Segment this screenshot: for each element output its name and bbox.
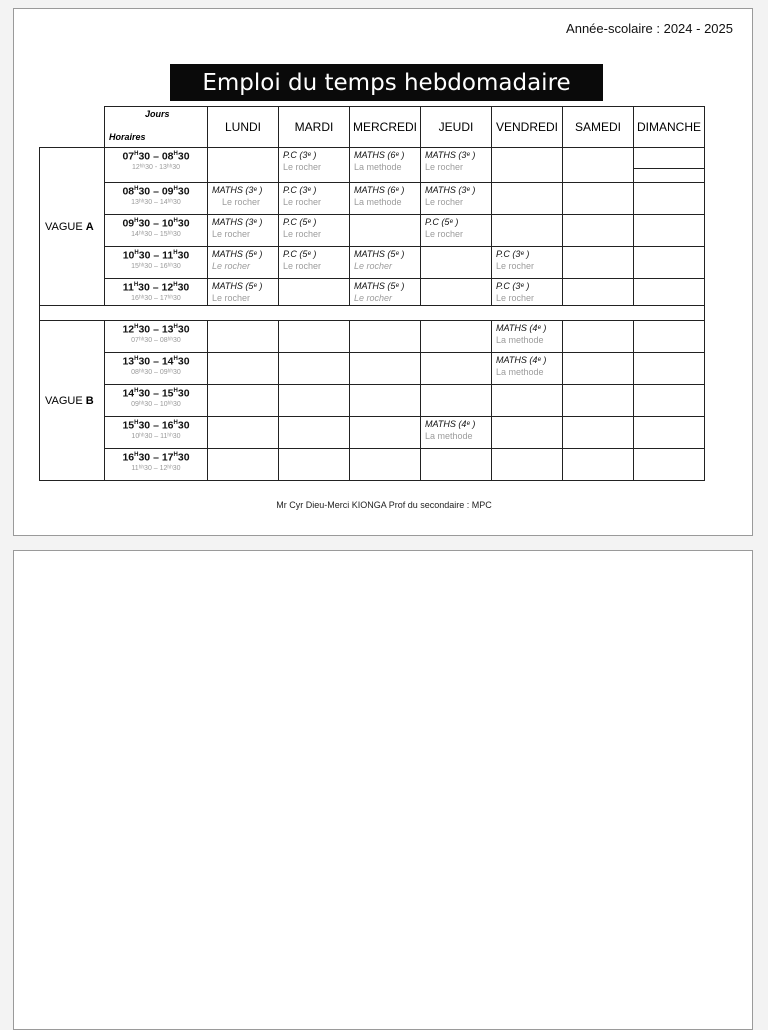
course-name: P.C (3ᵉ ) [496, 249, 530, 259]
room-name: Le rocher [212, 261, 251, 271]
room-name: La methode [354, 162, 402, 172]
start-hour: 12 [122, 323, 135, 336]
timetable-cell [208, 353, 279, 385]
start-minute: 30 [138, 281, 150, 294]
time-slot-main: $07^H30 - 08^H30$ [122, 150, 190, 163]
timetable-cell [634, 321, 705, 353]
timetable-cell [421, 247, 492, 279]
timetable-cell [563, 183, 634, 215]
course-name: P.C (3ᵉ ) [283, 185, 317, 195]
start-hour: 16 [122, 451, 135, 464]
room-name: La methode [496, 367, 544, 377]
end-minute: 30 [177, 451, 190, 464]
course-name: P.C (5ᵉ ) [283, 249, 317, 259]
time-slot [105, 385, 208, 417]
end-hour: 12 [161, 281, 174, 294]
header-row [40, 107, 705, 148]
day-header: VENDREDI [492, 107, 563, 148]
vague-letter: B [85, 394, 94, 407]
start-hour: 11 [122, 281, 134, 294]
timetable-cell [492, 353, 563, 385]
end-hour: 10 [161, 217, 174, 230]
course-name: MATHS (3ᵉ ) [212, 185, 263, 195]
start-minute: 30 [138, 249, 151, 262]
timetable-cell [634, 385, 705, 417]
course-name: MATHS (4ᵉ ) [496, 323, 547, 333]
hour-mark: H [173, 452, 178, 458]
start-hour: 07 [122, 150, 135, 163]
end-minute: 30 [177, 323, 190, 336]
timetable-cell [421, 353, 492, 385]
vague-a-label [40, 148, 105, 306]
time-slot-alt: 13ʰʰ30 – 14ʰʰ30 [131, 198, 181, 206]
table-row [40, 353, 705, 385]
timetable-cell [563, 417, 634, 449]
start-minute: 30 [138, 355, 151, 368]
time-slot-main: $13^H30 - 14^H30$ [122, 355, 190, 368]
room-name: Le rocher [496, 293, 535, 303]
timetable-cell [421, 321, 492, 353]
hour-mark: H [134, 186, 139, 192]
timetable-cell [350, 385, 421, 417]
timetable-cell [208, 321, 279, 353]
table-row [40, 279, 705, 306]
timetable-cell [492, 148, 563, 183]
day-header: LUNDI [208, 107, 279, 148]
footer-author: Mr Cyr Dieu-Merci KIONGA Prof du secondaire : MPC [276, 500, 492, 510]
document-page-2 [13, 550, 753, 1030]
timetable-cell [350, 321, 421, 353]
table-row [40, 183, 705, 215]
timetable-cell [208, 247, 279, 279]
end-hour: 16 [161, 419, 174, 432]
course-name: P.C (5ᵉ ) [425, 217, 459, 227]
course-name: MATHS (3ᵉ ) [212, 217, 263, 227]
hour-mark: H [173, 420, 178, 426]
horaires-label: Horaires [109, 132, 146, 142]
time-slot [105, 321, 208, 353]
end-hour: 13 [161, 323, 174, 336]
timetable-cell [350, 247, 421, 279]
timetable-cell [208, 417, 279, 449]
timetable-cell [421, 385, 492, 417]
day-header: DIMANCHE [634, 107, 705, 148]
room-name: Le rocher [222, 197, 261, 207]
hour-mark: H [134, 151, 139, 157]
start-hour: 08 [122, 185, 135, 198]
timetable-cell [421, 148, 492, 183]
header-corner [105, 107, 208, 148]
timetable-cell [563, 449, 634, 481]
timetable-cell [208, 183, 279, 215]
school-year: Année-scolaire : 2024 - 2025 [566, 21, 733, 36]
course-name: P.C (3ᵉ ) [496, 281, 530, 291]
timetable-cell [634, 247, 705, 279]
room-name: Le rocher [212, 229, 251, 239]
hour-mark: H [173, 218, 178, 224]
timetable-cell [563, 215, 634, 247]
room-name: Le rocher [212, 293, 251, 303]
room-name: Le rocher [496, 261, 535, 271]
timetable-cell [492, 417, 563, 449]
cell-divider [634, 168, 704, 169]
time-slot [105, 449, 208, 481]
end-hour: 08 [161, 150, 174, 163]
start-minute: 30 [138, 451, 151, 464]
course-name: MATHS (4ᵉ ) [425, 419, 476, 429]
timetable-cell [208, 449, 279, 481]
end-minute: 30 [177, 281, 190, 294]
end-hour: 11 [162, 249, 174, 262]
timetable-cell [350, 215, 421, 247]
day-header: SAMEDI [563, 107, 634, 148]
room-name: Le rocher [283, 229, 322, 239]
timetable-cell [563, 321, 634, 353]
hour-mark: H [173, 356, 178, 362]
room-name: La methode [354, 197, 402, 207]
course-name: MATHS (5ᵉ ) [212, 281, 263, 291]
timetable-cell [563, 247, 634, 279]
start-minute: 30 [138, 387, 151, 400]
time-slot-alt: 16ʰʰ30 – 17ʰʰ30 [131, 294, 181, 302]
timetable-cell [634, 215, 705, 247]
timetable-cell [563, 279, 634, 306]
start-hour: 14 [122, 387, 135, 400]
end-minute: 30 [177, 387, 190, 400]
start-hour: 09 [122, 217, 135, 230]
end-minute: 30 [177, 419, 190, 432]
room-name: Le rocher [283, 197, 322, 207]
timetable-cell [208, 215, 279, 247]
end-minute: 30 [177, 355, 190, 368]
table-row [40, 148, 705, 183]
time-slot-alt: 09ʰʰ30 – 10ʰʰ30 [131, 400, 181, 408]
start-hour: 10 [122, 249, 135, 262]
hour-mark: H [173, 250, 178, 256]
timetable-cell [279, 247, 350, 279]
timetable-cell [279, 321, 350, 353]
timetable-cell [563, 385, 634, 417]
course-name: MATHS (3ᵉ ) [425, 150, 476, 160]
time-slot [105, 148, 208, 183]
timetable [39, 106, 705, 481]
time-slot-alt: 12ʰʰ30 - 13ʰʰ30 [131, 163, 181, 171]
end-hour: 14 [161, 355, 174, 368]
timetable-cell [634, 353, 705, 385]
vague-prefix: VAGUE [45, 220, 86, 233]
room-name: Le rocher [354, 261, 393, 271]
day-header: MERCREDI [350, 107, 421, 148]
timetable-cell [634, 449, 705, 481]
timetable-cell [350, 279, 421, 306]
timetable-cell [421, 215, 492, 247]
time-slot-alt: 10ʰʰ30 – 11ʰʰ30 [131, 432, 181, 440]
room-name: Le rocher [425, 229, 464, 239]
course-name: MATHS (6ᵉ ) [354, 185, 405, 195]
time-slot-main: $10^H30 - 11^H30$ [122, 249, 190, 262]
time-slot [105, 417, 208, 449]
hour-mark: H [134, 420, 139, 426]
course-name: MATHS (4ᵉ ) [496, 355, 547, 365]
timetable-cell [492, 215, 563, 247]
end-hour: 09 [161, 185, 174, 198]
time-slot-main: $15^H30 - 16^H30$ [122, 419, 190, 432]
hour-mark: H [134, 452, 139, 458]
timetable-cell [492, 183, 563, 215]
timetable-cell [350, 353, 421, 385]
timetable-cell [492, 449, 563, 481]
vague-prefix: VAGUE [45, 394, 86, 407]
vague-b-label [40, 321, 105, 481]
course-name: MATHS (5ᵉ ) [354, 249, 405, 259]
timetable-cell [421, 449, 492, 481]
hour-mark: H [134, 218, 139, 224]
time-slot-alt: 07ʰʰ30 – 08ʰʰ30 [131, 336, 181, 344]
course-name: MATHS (5ᵉ ) [354, 281, 405, 291]
timetable-cell [634, 183, 705, 215]
timetable-cell [421, 183, 492, 215]
time-slot [105, 279, 208, 306]
table-row [40, 321, 705, 353]
table-row [40, 215, 705, 247]
time-slot [105, 247, 208, 279]
timetable-cell [279, 449, 350, 481]
room-name: Le rocher [425, 162, 464, 172]
time-slot-alt: 14ʰʰ30 – 15ʰʰ30 [131, 230, 181, 238]
time-slot [105, 183, 208, 215]
table-row [40, 417, 705, 449]
timetable-cell [208, 279, 279, 306]
start-hour: 15 [122, 419, 135, 432]
timetable-cell [279, 215, 350, 247]
course-name: MATHS (5ᵉ ) [212, 249, 263, 259]
hour-mark: H [134, 388, 139, 394]
timetable-cell [492, 385, 563, 417]
timetable-cell [634, 148, 705, 183]
course-name: MATHS (6ᵉ ) [354, 150, 405, 160]
separator-row [40, 306, 705, 321]
page-title: Emploi du temps hebdomadaire [170, 64, 603, 101]
room-name: Le rocher [283, 261, 322, 271]
time-slot-alt: 11ʰʰ30 – 12ʰʰ30 [131, 464, 181, 472]
timetable-cell [279, 417, 350, 449]
end-minute: 30 [177, 249, 190, 262]
timetable-cell [279, 353, 350, 385]
time-slot-alt: 08ʰʰ30 – 09ʰʰ30 [131, 368, 181, 376]
course-name: P.C (3ᵉ ) [283, 150, 317, 160]
room-name: La methode [425, 431, 473, 441]
room-name: Le rocher [354, 293, 393, 303]
timetable-cell [350, 417, 421, 449]
hour-mark: H [134, 324, 139, 330]
timetable-cell [492, 321, 563, 353]
timetable-cell [279, 183, 350, 215]
timetable-cell [492, 247, 563, 279]
time-slot [105, 215, 208, 247]
document-page-1 [13, 8, 753, 536]
hour-mark: H [134, 250, 139, 256]
timetable-cell [350, 183, 421, 215]
timetable-cell [279, 148, 350, 183]
day-header: JEUDI [421, 107, 492, 148]
timetable-cell [350, 148, 421, 183]
hour-mark: H [173, 186, 178, 192]
room-name: Le rocher [283, 162, 322, 172]
start-hour: 13 [122, 355, 135, 368]
jours-label: Jours [145, 109, 170, 119]
end-minute: 30 [177, 185, 190, 198]
day-header: MARDI [279, 107, 350, 148]
vague-letter: A [85, 220, 94, 233]
hour-mark: H [173, 282, 178, 288]
start-minute: 30 [138, 419, 151, 432]
timetable-cell [492, 279, 563, 306]
empty-corner [40, 107, 105, 148]
start-minute: 30 [138, 150, 151, 163]
hour-mark: H [133, 282, 139, 288]
time-slot-main: $09^H30 - 10^H30$ [122, 217, 190, 230]
end-minute: 30 [177, 150, 190, 163]
hour-mark: H [173, 388, 178, 394]
table-row [40, 385, 705, 417]
time-slot-main: $11^H30 - 12^H30$ [122, 281, 190, 294]
timetable-cell [279, 385, 350, 417]
hour-mark: H [173, 324, 178, 330]
end-hour: 17 [161, 451, 174, 464]
table-row [40, 449, 705, 481]
timetable-cell [563, 353, 634, 385]
timetable-cell [279, 279, 350, 306]
separator-cell [40, 306, 705, 321]
hour-mark: H [134, 356, 139, 362]
timetable-cell [208, 148, 279, 183]
time-slot-main: $14^H30 - 15^H30$ [122, 387, 190, 400]
timetable-cell [350, 449, 421, 481]
timetable-cell [208, 385, 279, 417]
start-minute: 30 [138, 323, 151, 336]
course-name: MATHS (3ᵉ ) [425, 185, 476, 195]
time-slot-main: $16^H30 - 17^H30$ [122, 451, 190, 464]
room-name: La methode [496, 335, 544, 345]
table-row [40, 247, 705, 279]
timetable-cell [634, 417, 705, 449]
start-minute: 30 [138, 185, 151, 198]
start-minute: 30 [138, 217, 151, 230]
timetable-cell [421, 279, 492, 306]
course-name: P.C (5ᵉ ) [283, 217, 317, 227]
end-minute: 30 [177, 217, 190, 230]
time-slot-main: $12^H30 - 13^H30$ [122, 323, 190, 336]
hour-mark: H [173, 151, 178, 157]
room-name: Le rocher [425, 197, 464, 207]
time-slot-alt: 15ʰʰ30 – 16ʰʰ30 [131, 262, 181, 270]
time-slot [105, 353, 208, 385]
timetable-cell [421, 417, 492, 449]
time-slot-main: $08^H30 - 09^H30$ [122, 185, 190, 198]
timetable-cell [634, 279, 705, 306]
timetable-cell [563, 148, 634, 183]
end-hour: 15 [161, 387, 174, 400]
